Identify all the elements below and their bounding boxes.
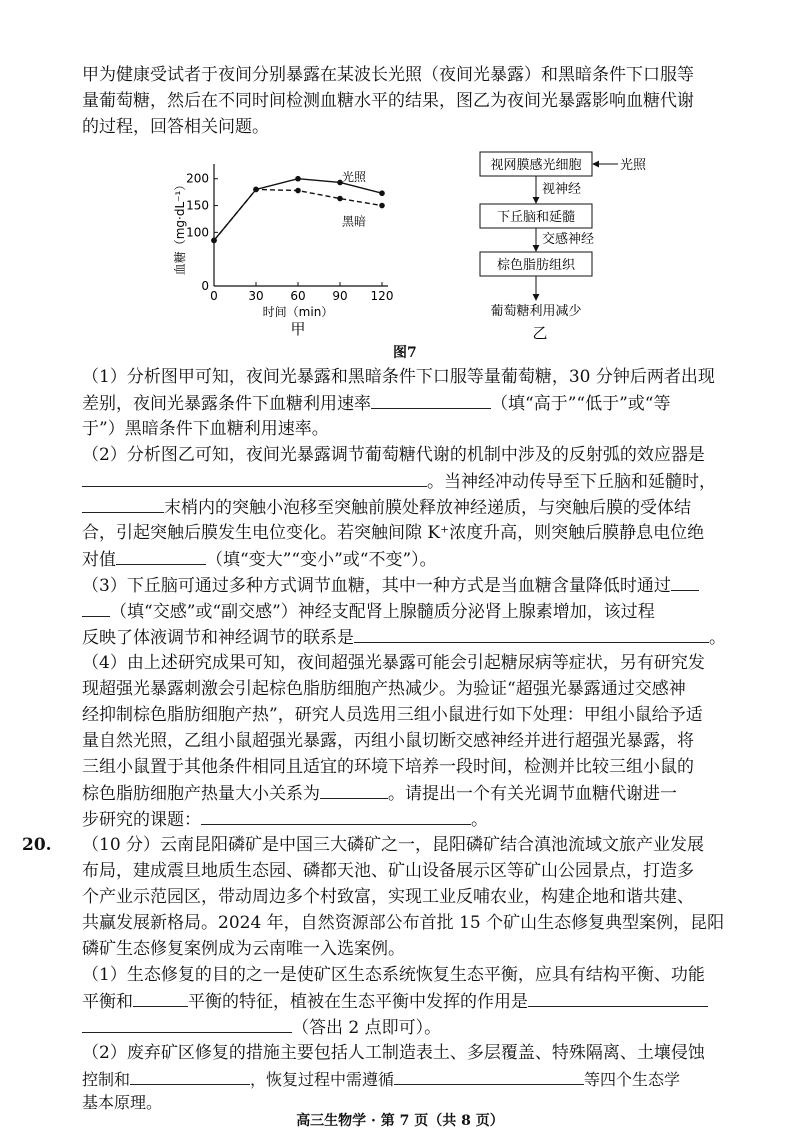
answer-blank[interactable] <box>82 598 110 617</box>
answer-blank[interactable] <box>394 1066 584 1085</box>
x-tick-label: 30 <box>248 289 264 303</box>
answer-blank[interactable] <box>82 494 164 513</box>
q19-2-line-2 <box>82 468 716 495</box>
q19-2-line-1: （2）分析图乙可知，夜间光暴露调节葡萄糖代谢的机制中涉及的反射弧的效应器是 <box>82 445 705 465</box>
answer-blank[interactable] <box>82 1014 292 1033</box>
q20-1-text-c: （答出 2 点即可）。 <box>292 1018 442 1038</box>
y-tick-label: 150 <box>186 198 209 213</box>
q19-4-text-f2: 。请提出一个有关光调节血糖代谢进一 <box>388 784 677 804</box>
intro-line-2: 量葡萄糖，然后在不同时间检测血糖水平的结果，图乙为夜间光暴露影响血糖代谢 <box>82 91 694 111</box>
q20-2-line-1: （2）废弃矿区修复的措施主要包括人工制造表土、多层覆盖、特殊隔离、土壤侵蚀 <box>82 1043 705 1063</box>
data-point <box>379 190 385 196</box>
answer-blank[interactable] <box>371 390 491 409</box>
q20-line-3: 个产业示范园区，带动周边多个村致富，实现工业反哺农业，构建企地和谐共建、 <box>82 887 694 907</box>
q19-4-period: 。 <box>471 810 488 830</box>
answer-blank[interactable] <box>130 1066 250 1085</box>
x-tick-label: 0 <box>210 289 218 303</box>
data-point <box>295 176 301 182</box>
q20-2-text-b2: ，恢复过程中需遵循 <box>250 1070 395 1089</box>
y-tick-label: 0 <box>201 279 209 293</box>
q19-4-text-g1: 步研究的课题： <box>82 810 201 830</box>
q19-2-line-3 <box>82 494 691 521</box>
intro-line-1: 甲为健康受试者于夜间分别暴露在某波长光照（夜间光暴露）和黑暗条件下口服等 <box>82 65 694 85</box>
q19-4-line-6 <box>82 780 677 807</box>
q20-1-line-2 <box>82 988 708 1015</box>
q19-3-text-c: 反映了体液调节和神经调节的联系是 <box>82 628 354 648</box>
answer-blank[interactable] <box>320 780 388 799</box>
light-input-label: 光照 <box>620 158 647 173</box>
q19-2-text-e1: 对值 <box>82 550 116 570</box>
box-retina-cells-label: 视网膜感光细胞 <box>490 158 582 173</box>
answer-blank[interactable] <box>82 468 427 487</box>
q20-2-text-b3: 等四个生态学 <box>584 1070 681 1089</box>
chart-label-jia: 甲 <box>290 320 306 338</box>
box-hypothalamus-label: 下丘脑和延髓 <box>496 210 576 225</box>
q19-4-line-4: 量自然光照，乙组小鼠超强光暴露，丙组小鼠切断交感神经并进行超强光暴露，将 <box>82 731 694 751</box>
q19-3-text-b: （填“交感”或“副交感”）神经支配肾上腺髓质分泌肾上腺素增加，该过程 <box>110 602 655 622</box>
q20-1-text-b1: 平衡和 <box>82 992 133 1012</box>
q20-2-line-2 <box>82 1066 680 1093</box>
q19-4-text-f1: 棕色脂肪细胞产热量大小关系为 <box>82 784 320 804</box>
x-axis-label: 时间（min） <box>262 305 334 319</box>
q19-2-text-b: 。当神经冲动传导至下丘脑和延髓时， <box>427 472 716 492</box>
q20-line-1: （10 分）云南昆阳磷矿是中国三大磷矿之一，昆阳磷矿结合滇池流域文旅产业发展 <box>82 835 705 855</box>
answer-blank[interactable] <box>671 572 699 591</box>
q19-3-line-2 <box>82 598 655 625</box>
q19-1-line-3: 于”）黑暗条件下血糖利用速率。 <box>82 419 329 439</box>
q19-3-line-3 <box>82 624 726 651</box>
q19-2-line-5 <box>82 546 437 573</box>
q19-3-period: 。 <box>709 628 726 648</box>
q20-line-4: 共赢发展新格局。2024 年，自然资源部公布首批 15 个矿山生态修复典型案例，昆阳 <box>82 913 725 933</box>
q20-line-2: 布局，建成震旦地质生态园、磷都天池、矿山设备展示区等矿山公园景点，打造多 <box>82 861 694 881</box>
q20-1-text-b2: 平衡的特征，植被在生态平衡中发挥的作用是 <box>188 992 528 1012</box>
legend-label-dark: 黑暗 <box>342 214 367 229</box>
data-point <box>253 187 259 193</box>
answer-blank[interactable] <box>528 988 708 1007</box>
q19-2-text-e2: （填“变大”“变小”或“不变”）。 <box>206 550 437 570</box>
intro-line-3: 的过程，回答相关问题。 <box>82 117 269 137</box>
q20-1-line-1: （1）生态修复的目的之一是使矿区生态系统恢复生态平衡，应具有结构平衡、功能 <box>82 965 705 985</box>
box-brown-fat-label: 棕色脂肪组织 <box>496 258 576 273</box>
q19-4-line-3: 经抑制棕色脂肪细胞产热”，研究人员选用三组小鼠进行如下处理：甲组小鼠给予适 <box>82 705 703 725</box>
x-tick-label: 90 <box>332 289 348 303</box>
y-tick-label: 200 <box>186 171 209 186</box>
y-tick-label: 100 <box>186 225 209 240</box>
data-point <box>211 238 217 244</box>
page-footer: 高三生物学 · 第 7 页（共 8 页） <box>296 1113 504 1129</box>
q19-2-text-c: 末梢内的突触小泡移至突触前膜处释放神经递质，与突触后膜的受体结 <box>164 498 691 518</box>
q19-3-line-1 <box>82 572 699 599</box>
q19-1-text-a: 差别，夜间光暴露条件下血糖利用速率 <box>82 394 371 414</box>
q19-3-text-a: （3）下丘脑可通过多种方式调节血糖，其中一种方式是当血糖含量降低时通过 <box>82 576 671 596</box>
x-tick-label: 60 <box>290 289 306 303</box>
blood-glucose-chart <box>172 148 417 343</box>
q19-4-line-5: 三组小鼠置于其他条件相同且适宜的环境下培养一段时间，检测并比较三组小鼠的 <box>82 757 694 777</box>
glucose-use-decrease-label: 葡萄糖利用减少 <box>490 304 582 319</box>
figure-caption: 图7 <box>393 345 417 361</box>
q19-1-text-b: （填“高于”“低于”或“等 <box>491 394 671 414</box>
q19-1-line-2 <box>82 390 670 417</box>
q20-line-5: 磷矿生态修复案例成为云南唯一入选案例。 <box>82 939 405 959</box>
answer-blank[interactable] <box>201 806 471 825</box>
answer-blank[interactable] <box>133 988 188 1007</box>
answer-blank[interactable] <box>354 624 709 643</box>
answer-blank[interactable] <box>116 546 206 565</box>
q20-2-text-b1: 控制和 <box>82 1070 131 1089</box>
q19-4-line-7 <box>82 806 488 833</box>
q20-number: 20. <box>22 835 52 855</box>
legend-label-light: 光照 <box>342 170 367 185</box>
data-point <box>379 203 385 209</box>
optic-nerve-label: 视神经 <box>542 182 582 197</box>
q20-1-line-3 <box>82 1014 441 1041</box>
data-point <box>337 196 343 202</box>
regulation-flow-diagram <box>470 148 670 343</box>
q19-4-line-1: （4）由上述研究成果可知，夜间超强光暴露可能会引起糖尿病等症状，另有研究发 <box>82 653 705 673</box>
q19-4-line-2: 现超强光暴露刺激会引起棕色脂肪细胞产热减少。为验证“超强光暴露通过交感神 <box>82 679 686 699</box>
data-point <box>295 188 301 194</box>
sympathetic-nerve-label: 交感神经 <box>542 232 595 247</box>
diagram-label-yi: 乙 <box>532 324 548 342</box>
q19-1-line-1: （1）分析图甲可知，夜间光暴露和黑暗条件下口服等量葡萄糖，30 分钟后两者出现 <box>82 367 715 387</box>
q20-2-line-3: 基本原理。 <box>82 1093 163 1112</box>
q19-2-line-4: 合，引起突触后膜发生电位变化。若突触间隙 K⁺浓度升高，则突触后膜静息电位绝 <box>82 523 705 543</box>
x-tick-label: 120 <box>370 289 394 303</box>
y-axis-label: 血糖（mg·dL⁻¹） <box>173 178 187 276</box>
